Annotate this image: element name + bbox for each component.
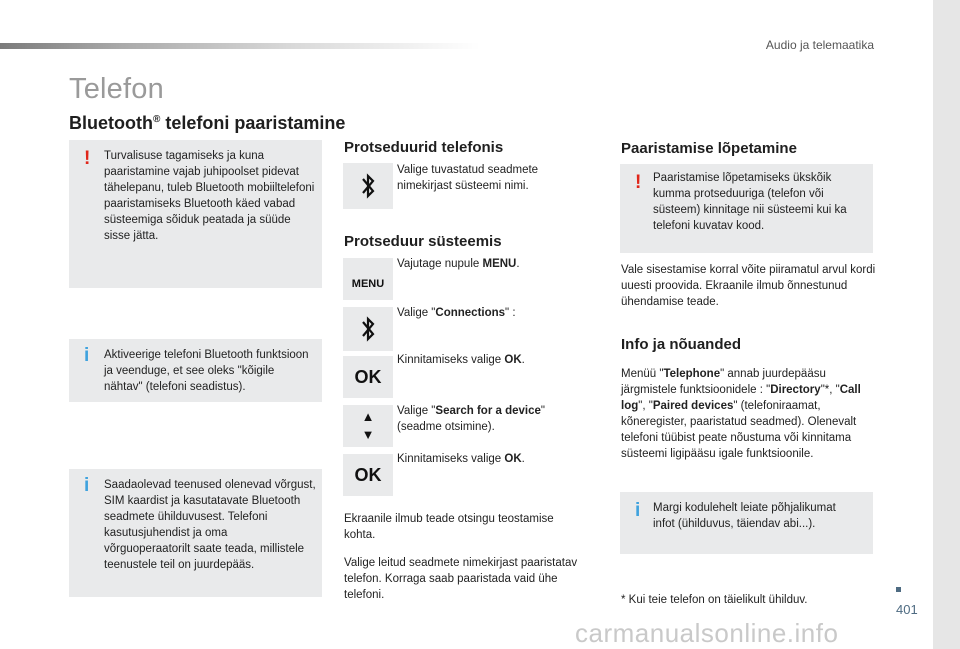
ok-button-label: OK xyxy=(354,366,382,387)
warning-text: Turvalisuse tagamiseks ja kuna paaristamine vajab juhipoolset pidevat tähelepanu, tuleb Bluetooth mobiiltelefoni paaristamiseks Bluetooth käed vabad süsteemiga sõiduk peatada ja süüde sisse jätta. xyxy=(104,150,315,242)
up-down-arrows-button xyxy=(343,405,393,447)
phone-step-text: Valige tuvastatud seadmete nimekirjast süsteemi nimi. xyxy=(397,164,539,192)
section-title: Bluetooth® telefoni paaristamine xyxy=(69,113,346,133)
retry-text: Vale sisestamise korral võite piiramatul arvul kordi uuesti proovida. Ekraanile ilmub õnnestunud ühendamise teade. xyxy=(621,264,876,308)
step-text: Kinnitamiseks valige OK. xyxy=(397,354,525,366)
info-icon: i xyxy=(84,475,90,496)
warning-box xyxy=(69,140,322,288)
info-box xyxy=(69,339,322,402)
step-text: Kinnitamiseks valige OK. xyxy=(397,453,525,465)
step-text: Valige "Search for a device" (seadme otsimine). xyxy=(397,405,545,433)
info-text: Aktiveerige telefoni Bluetooth funktsioon ja veenduge, et see oleks "kõigile nähtav" (telefoni seadistus). xyxy=(104,349,309,393)
watermark: carmanualsonline.info xyxy=(575,618,839,648)
menu-button xyxy=(343,258,393,300)
page-title: Telefon xyxy=(69,73,164,105)
step-text: Valige "Connections" : xyxy=(397,307,516,319)
info-box xyxy=(620,492,873,554)
bluetooth-button xyxy=(343,307,393,351)
info-icon: i xyxy=(635,500,641,521)
page-marker-icon xyxy=(896,587,901,592)
ok-button-label: OK xyxy=(354,464,382,485)
chapter-header: Audio ja telemaatika xyxy=(765,38,874,52)
info-text: Margi kodulehelt leiate põhjalikumat infot (ühilduvus, täiendav abi...). xyxy=(653,502,836,530)
header-gradient-bar xyxy=(0,43,480,49)
system-procedure-heading: Protseduur süsteemis xyxy=(344,233,502,250)
bluetooth-button xyxy=(343,163,393,209)
page-edge-strip xyxy=(933,0,960,649)
info-text: Saadaolevad teenused olenevad võrgust, SIM kaardist ja kasutatavate Bluetooth seadmete ühilduvusest. Telefoni kasutusjuhendist ja oma võrguoperaatorilt saate teada, millistele teenustele teil on juurdepääs. xyxy=(104,479,316,571)
ok-button xyxy=(343,356,393,398)
info-icon: i xyxy=(84,345,90,366)
warning-exclamation-icon: ! xyxy=(84,148,91,169)
footnote: * Kui teie telefon on täielikult ühilduv. xyxy=(621,594,808,606)
select-phone-text: Valige leitud seadmete nimekirjast paaristatav telefon. Korraga saab paaristada vaid ühe telefoni. xyxy=(344,557,578,601)
warning-box xyxy=(620,164,873,253)
phone-procedure-heading: Protseduurid telefonis xyxy=(344,139,504,156)
up-down-arrows-icon: ▲ ▼ xyxy=(361,409,375,442)
info-tips-heading: Info ja nõuanded xyxy=(621,336,741,353)
warning-text: Paaristamise lõpetamiseks ükskõik kumma protseduuriga (telefon või süsteem) kinnitage nii süsteemi kui ka telefoni kuvatav kood. xyxy=(653,172,847,232)
warning-exclamation-icon: ! xyxy=(635,172,642,193)
bluetooth-icon xyxy=(360,313,376,345)
menu-button-label: MENU xyxy=(351,278,385,290)
pairing-end-heading: Paaristamise lõpetamine xyxy=(621,140,797,157)
search-message-text: Ekraanile ilmub teade otsingu teostamise kohta. xyxy=(344,513,554,541)
info-box xyxy=(69,469,322,597)
telephone-menu-text: Menüü "Telephone" annab juurdepääsu järgmistele funktsioonidele : "Directory"*, "Call log", "Paired devices" (telefoniraamat, kõneregister, paaristatud seadmed). Olenevalt telefoni tüübist peate nõustuma või kinnitama süsteemi ligipääsu igale funktsioonile. xyxy=(621,368,861,460)
page-number: 401 xyxy=(896,602,918,617)
bluetooth-icon xyxy=(360,170,376,202)
ok-button xyxy=(343,454,393,496)
step-text: Vajutage nupule MENU. xyxy=(397,258,520,270)
